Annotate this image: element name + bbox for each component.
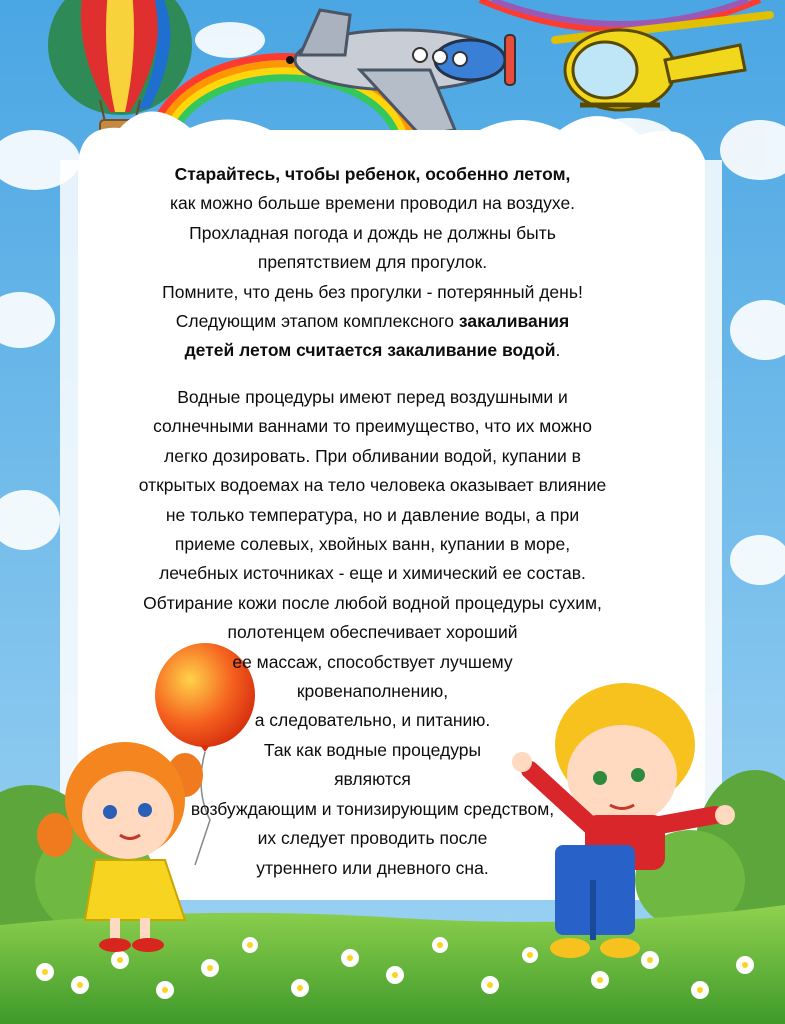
body-line: Обтирание кожи после любой водной процедуры сухим,: [143, 592, 602, 613]
body-line: являются: [334, 769, 411, 790]
intro-line-1: Старайтесь, чтобы ребенок, особенно летом,: [174, 164, 571, 184]
body-line: Водные процедуры имеют перед воздушными и: [177, 387, 568, 407]
body-line: ее массаж, способствует лучшему: [232, 651, 513, 672]
intro-line-7: детей летом считается закаливание водой.: [184, 340, 561, 361]
body-line: открытых водоемах на тело человека оказывает влияние: [138, 475, 607, 496]
body-line: полотенцем обеспечивает хороший: [227, 622, 518, 643]
body-line: а следовательно, и питанию.: [254, 710, 491, 731]
intro-line-5: Помните, что день без прогулки - потерянный день!: [162, 281, 583, 302]
body-line: не только температура, но и давление воды, а при: [165, 504, 580, 525]
intro-line-2: как можно больше времени проводил на воздухе.: [169, 193, 576, 214]
intro-line-3: Прохладная погода и дождь не должны быть: [189, 222, 556, 243]
body-line: Так как водные процедуры: [263, 739, 482, 760]
body-line: утреннего или дневного сна.: [256, 857, 489, 878]
intro-paragraph: [80, 160, 665, 366]
intro-line-4: препятствием для прогулок.: [257, 252, 488, 273]
intro-line-6: Следующим этапом комплексного закаливания: [175, 311, 570, 332]
body-line: приеме солевых, хвойных ванн, купании в море,: [174, 534, 571, 555]
body-paragraph: [80, 383, 665, 883]
body-line: лечебных источниках - еще и химический ее состав.: [159, 563, 586, 584]
body-line: солнечными ваннами то преимущество, что их можно: [153, 416, 592, 437]
body-line: их следует проводить после: [257, 828, 488, 849]
body-line: возбуждающим и тонизирующим средством,: [190, 798, 555, 819]
body-line: кровенаполнению,: [296, 681, 449, 702]
body-line: легко дозировать. При обливании водой, купании в: [164, 445, 581, 466]
